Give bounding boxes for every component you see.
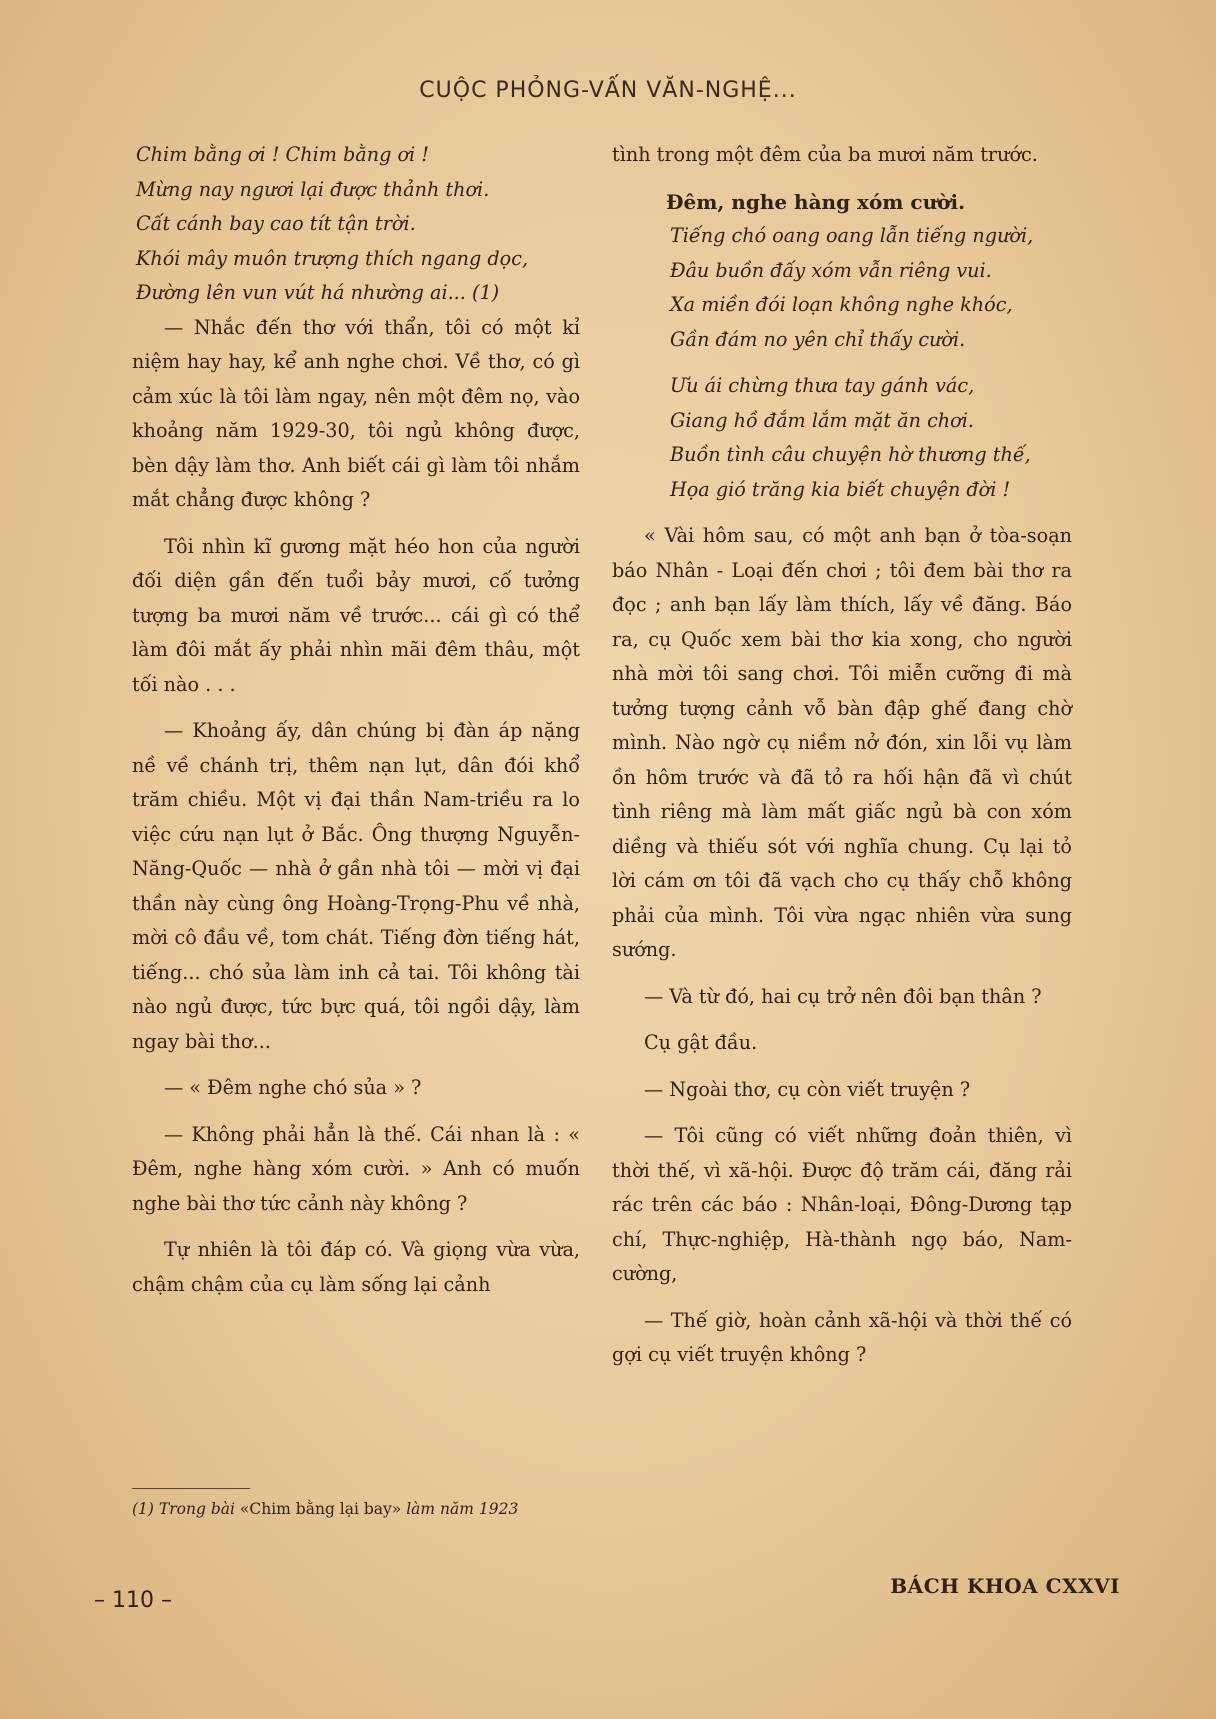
page-number: – 110 – bbox=[94, 1588, 172, 1613]
paragraph: Cụ gật đầu. bbox=[644, 1031, 758, 1054]
paragraph: — Khoảng ấy, dân chúng bị đàn áp nặng nề về chánh trị, thêm nạn lụt, dân đói khổ trăm chiều. Một vị đại thần Nam-triều ra lo việc cứu nạn lụt ở Bắc. Ông thượng Nguyễn-Năng-Quốc — nhà ở gần nhà tôi — mời vị đại thần này cùng ông Hoàng-Trọng-Phu về nhà, mời cô đầu về, tom chát. Tiếng đờn tiếng hát, tiếng... chó sủa làm inh cả tai. Tôi không tài nào ngủ được, tức bực quá, tôi ngồi dậy, làm ngay bài thơ... bbox=[132, 719, 580, 1053]
poem-line: Tiếng chó oang oang lẫn tiếng người, bbox=[670, 224, 1034, 247]
paragraph: — « Đêm nghe chó sủa » ? bbox=[164, 1076, 422, 1099]
paragraph: — Ngoài thơ, cụ còn viết truyện ? bbox=[644, 1077, 971, 1101]
poem-title: Đêm, nghe hàng xóm cười. bbox=[666, 189, 966, 214]
footnote bbox=[132, 1495, 582, 1523]
poem-line: Mừng nay ngươi lại được thảnh thơi. bbox=[136, 177, 490, 201]
paragraph: — Và từ đó, hai cụ trở nên đôi bạn thân ? bbox=[644, 984, 1042, 1008]
footnote-marker: (1) bbox=[132, 1500, 154, 1518]
right-column bbox=[612, 138, 1072, 1373]
journal-label: BÁCH KHOA CXXVI bbox=[890, 1574, 1120, 1598]
poem-line: Đường lên vun vút há nhường ai... (1) bbox=[136, 281, 500, 304]
poem-line: Giang hồ đắm lắm mặt ăn chơi. bbox=[670, 408, 974, 432]
poem-line: Chim bằng ơi ! Chim bằng ơi ! bbox=[136, 143, 429, 166]
paragraph: tình trong một đêm của ba mươi năm trước. bbox=[612, 143, 1038, 166]
paragraph: Tự nhiên là tôi đáp có. Và giọng vừa vừa, chậm chậm của cụ làm sống lại cảnh bbox=[132, 1238, 580, 1296]
footnote-text: Trong bài bbox=[158, 1500, 235, 1518]
footnote-text: làm năm 1923 bbox=[406, 1500, 519, 1518]
poem-line: Họa gió trăng kia biết chuyện đời ! bbox=[670, 477, 1011, 501]
poem-line: Ưu ái chừng thưa tay gánh vác, bbox=[670, 374, 975, 397]
poem-line: Đâu buồn đấy xóm vẫn riêng vui. bbox=[670, 258, 992, 282]
poem-line: Buồn tình câu chuyện hờ thương thế, bbox=[670, 443, 1031, 466]
poem-line: Cất cánh bay cao tít tận trời. bbox=[136, 212, 416, 235]
page-title: CUỘC PHỎNG-VẤN VĂN-NGHỆ... bbox=[419, 78, 797, 103]
left-column bbox=[132, 138, 580, 1302]
paragraph: « Vài hôm sau, có một anh bạn ở tòa-soạn báo Nhân - Loại đến chơi ; tôi đem bài thơ ra đọc ; anh bạn lấy làm thích, lấy về đăng. Báo ra, cụ Quốc xem bài thơ kia xong, cho người nhà mời tôi sang chơi. Tôi miễn cưỡng đi mà tưởng tượng cảnh vỗ bàn đập ghế đang chờ mình. Nào ngờ cụ niềm nở đón, xin lỗi vụ làm ồn hôm trước và đã tỏ ra hối hận đã vì chút tình riêng mà làm mất giấc ngủ bà con xóm diềng và thiếu sót với nghĩa chung. Cụ lại tỏ lời cám ơn tôi đã vạch cho cụ thấy chỗ không phải của mình. Tôi vừa ngạc nhiên vừa sung sướng. bbox=[612, 524, 1072, 961]
paragraph: Tôi nhìn kĩ gương mặt héo hon của người đối diện gần đến tuổi bảy mươi, cố tưởng tượng ba mươi năm về trước... cái gì có thể làm đôi mắt ấy phải nhìn mãi đêm thâu, một tối nào . . . bbox=[132, 534, 580, 696]
paragraph: — Không phải hẳn là thế. Cái nhan là : « Đêm, nghe hàng xóm cười. » Anh có muốn nghe bài thơ tức cảnh này không ? bbox=[132, 1122, 580, 1215]
poem-line: Khói mây muôn trượng thích ngang dọc, bbox=[136, 246, 529, 270]
footnote-divider bbox=[132, 1488, 250, 1489]
paragraph: — Nhắc đến thơ với thẩn, tôi có một kỉ niệm hay hay, kể anh nghe chơi. Về thơ, có gì cảm xúc là tôi làm ngay, nên một đêm nọ, vào khoảng năm 1929-30, tôi ngủ không được, bèn dậy làm thơ. Anh biết cái gì làm tôi nhắm mắt chẳng được không ? bbox=[132, 315, 580, 511]
paragraph: — Thế giờ, hoàn cảnh xã-hội và thời thế có gợi cụ viết truyện không ? bbox=[612, 1308, 1072, 1366]
paragraph: — Tôi cũng có viết những đoản thiên, vì thời thế, vì xã-hội. Được độ trăm cái, đăng rải rác trên các báo : Nhân-loại, Đông-Dương tạp chí, Thực-nghiệp, Hà-thành ngọ báo, Nam-cường, bbox=[612, 1124, 1072, 1285]
poem-line: Xa miền đói loạn không nghe khóc, bbox=[670, 293, 1013, 316]
poem-line: Gần đám no yên chỉ thấy cười. bbox=[670, 327, 966, 351]
footnote-text: «Chim bằng lại bay» bbox=[239, 1500, 402, 1518]
